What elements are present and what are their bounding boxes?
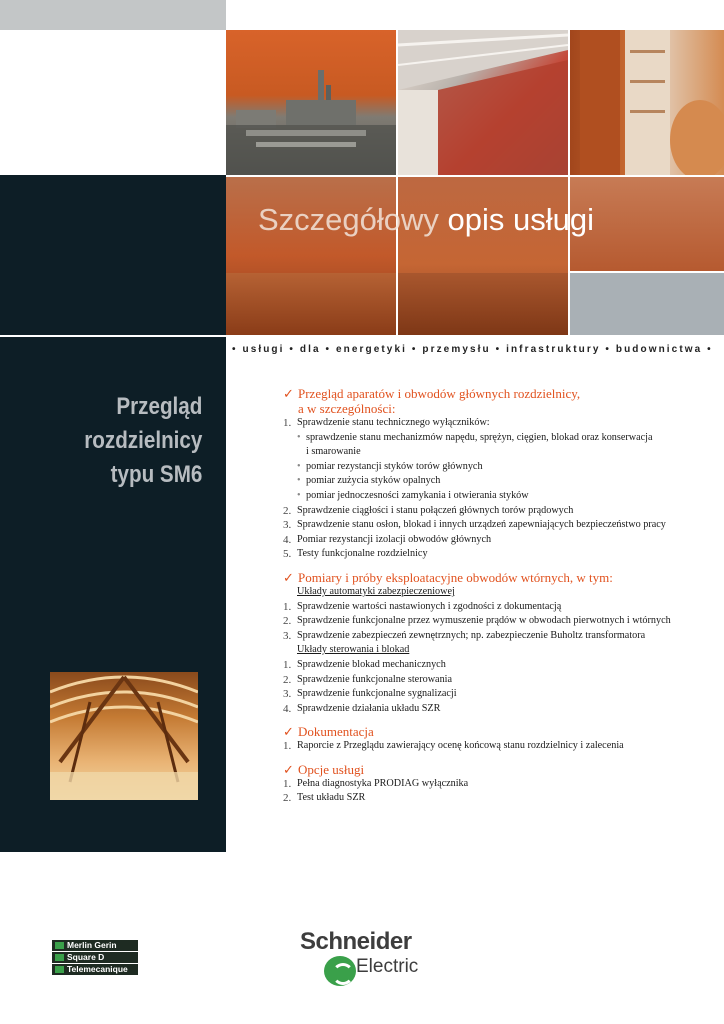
section-service-options xyxy=(283,762,683,806)
header-caption-b: opis usługi xyxy=(447,202,595,237)
check-icon: ✓ xyxy=(283,761,294,777)
check-icon: ✓ xyxy=(283,569,294,585)
logo-sub: Electric xyxy=(356,956,419,977)
photo-tile-orange-bottom-mid xyxy=(398,273,568,335)
list-item: 1. Sprawdzenie stanu technicznego wyłączników: xyxy=(283,417,490,429)
photo-subway-train xyxy=(398,30,568,175)
subsection-heading: Układy sterowania i blokad xyxy=(297,644,410,656)
section-heading xyxy=(283,386,683,416)
check-icon: ✓ xyxy=(283,386,294,401)
photo-architecture xyxy=(50,672,198,800)
bullet-item: • pomiar rezystancji styków torów głównych xyxy=(297,460,483,472)
list-item: 2. Sprawdzenie funkcjonalne przez wymuszenie prądów w obwodach pierwotnych i wtórnych xyxy=(283,615,671,628)
header-caption-a: Szczegółowy xyxy=(258,202,439,237)
title-line-3: typu SM6 xyxy=(110,461,202,488)
list-item: 3. Sprawdzenie funkcjonalne sygnalizacji xyxy=(283,688,457,701)
title-line-1: Przegląd xyxy=(115,393,202,420)
check-icon: ✓ xyxy=(283,724,294,740)
list-item: 2. Sprawdzenie ciągłości i stanu połączeń głównych torów prądowych xyxy=(283,504,574,517)
list-item: 3. Sprawdzenie zabezpieczeń zewnętrznych; np. zabezpieczenie Buholtz transformatora xyxy=(283,629,646,642)
list-item: 1. Pełna diagnostyka PRODIAG wyłącznika xyxy=(283,777,469,790)
photo-power-plant xyxy=(226,30,396,175)
tagline: • usługi • dla • energetyki • przemysłu • infrastruktury • budownictwa • xyxy=(232,344,713,355)
list-item: 2. Test układu SZR xyxy=(283,792,366,805)
section-heading: ✓ Pomiary i próby eksploatacyjne obwodów wtórnych, w tym: xyxy=(283,569,613,585)
list-item: 5. Testy funkcjonalne rozdzielnicy xyxy=(283,548,428,561)
title-line-2: rozdzielnicy xyxy=(83,427,202,454)
left-top-grey-band xyxy=(0,0,226,30)
section-heading: ✓ Opcje usługi xyxy=(283,761,365,777)
main-content xyxy=(283,386,683,814)
section-heading: ✓ Dokumentacja xyxy=(283,724,374,740)
brand-telemecanique: Telemecanique xyxy=(52,964,138,975)
section-secondary-circuits xyxy=(283,570,683,716)
list-item: 1. Sprawdzenie wartości nastawionych i zgodności z dokumentacją xyxy=(283,600,562,613)
brand-square-d: Square D xyxy=(52,952,138,963)
brand-list xyxy=(52,940,138,976)
brand-merlin-gerin: Merlin Gerin xyxy=(52,940,138,951)
list-item: 4. Sprawdzenie działania układu SZR xyxy=(283,702,441,715)
section-heading-line-2: a w szczególności: xyxy=(298,401,396,416)
list-item: 4. Pomiar rezystancji izolacji obwodów głównych xyxy=(283,533,492,546)
photo-switchgear-worker xyxy=(570,30,724,175)
header-caption xyxy=(258,202,594,238)
list-item: 2. Sprawdzenie funkcjonalne sterowania xyxy=(283,673,453,686)
subsection-heading: Układy automatyki zabezpieczeniowej xyxy=(297,585,455,597)
list-item: 1. Raporcie z Przeglądu zawierający ocenę końcową stanu rozdzielnicy i zalecenia xyxy=(283,740,624,753)
list-item: 3. Sprawdzenie stanu osłon, blokad i innych urządzeń zapewniających bezpieczeństwo pracy xyxy=(283,519,666,532)
left-dark-panel-top xyxy=(0,175,226,335)
section-heading-line-1: Przegląd aparatów i obwodów głównych rozdzielnicy, xyxy=(298,386,581,401)
section-main-circuits xyxy=(283,386,683,562)
header-photo-mosaic xyxy=(226,30,724,335)
bullet-item: • pomiar jednoczesności zamykania i otwierania styków xyxy=(297,489,529,501)
section-documentation xyxy=(283,724,683,754)
logo-mark-icon xyxy=(324,956,356,986)
photo-tile-orange-bottom-left xyxy=(226,273,396,335)
logo-name: Schneider xyxy=(300,928,412,955)
photo-tile-grey xyxy=(570,273,724,335)
page-title xyxy=(84,390,202,492)
bullet-item-continuation: i smarowanie xyxy=(306,446,361,458)
bullet-item: • sprawdzenie stanu mechanizmów napędu, sprężyn, cięgien, blokad oraz konserwacja xyxy=(297,431,653,443)
list-item: 1. Sprawdzenie blokad mechanicznych xyxy=(283,658,446,671)
bullet-item: • pomiar zużycia styków opalnych xyxy=(297,475,441,487)
schneider-electric-logo xyxy=(300,928,440,988)
